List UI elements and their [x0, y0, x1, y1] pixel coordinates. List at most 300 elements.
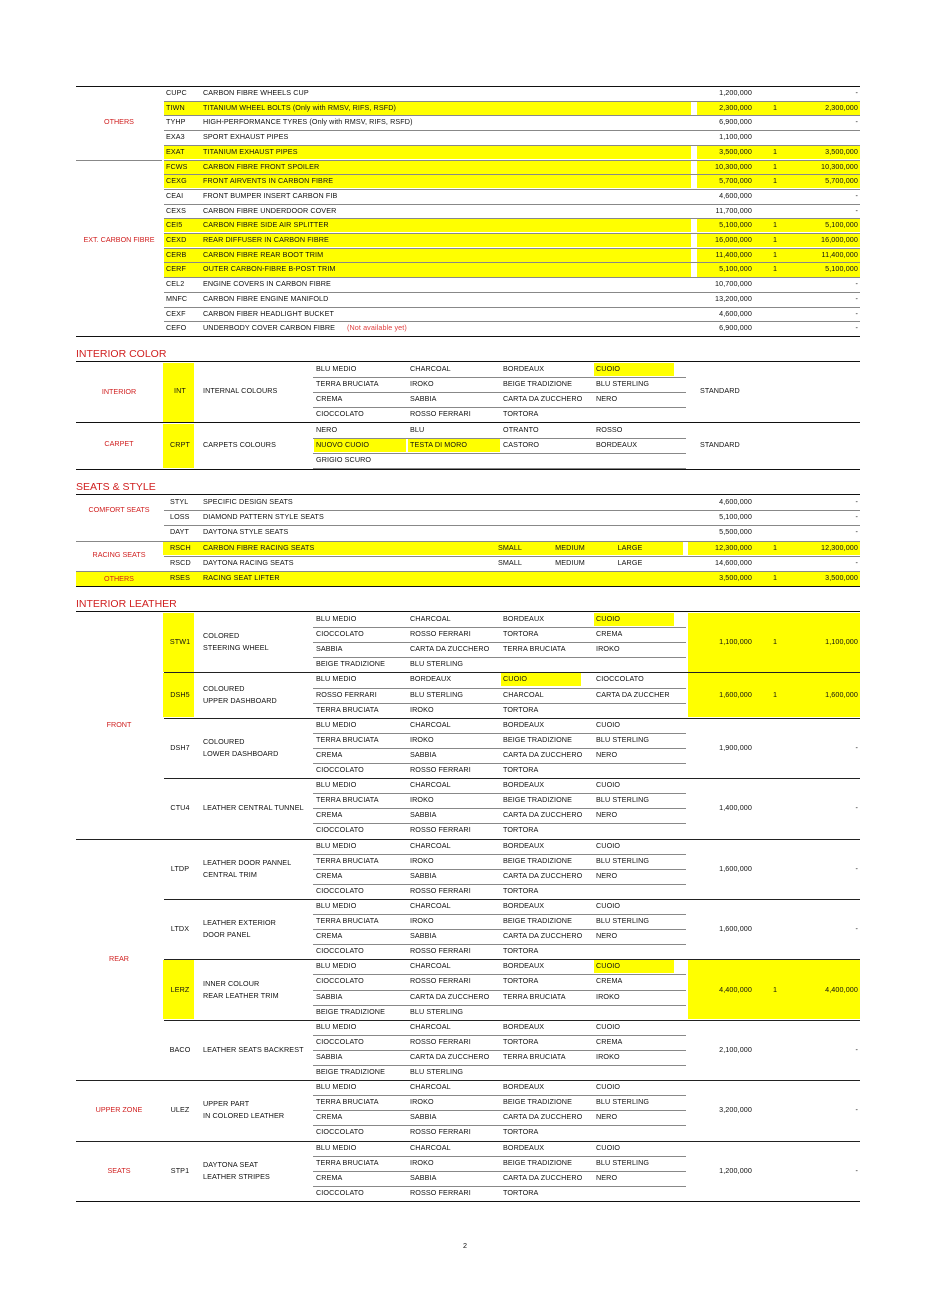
category-upper-zone: UPPER ZONE: [95, 1105, 143, 1115]
option-total: -: [855, 88, 858, 97]
option-price: 5,100,000: [719, 512, 752, 522]
color-option: TERRA BRUCIATA: [316, 1157, 379, 1167]
divider: [76, 469, 860, 470]
divider: [76, 361, 860, 362]
category-rear: REAR: [109, 954, 129, 964]
color-option: BLU MEDIO: [316, 364, 357, 373]
color-option: BEIGE TRADIZIONE: [503, 379, 572, 388]
color-option: OTRANTO: [503, 425, 539, 434]
seat-size: MEDIUM: [555, 557, 585, 567]
option-total: -: [855, 279, 858, 289]
option-description: LEATHER CENTRAL TUNNEL: [203, 803, 304, 813]
color-option: TORTORA: [503, 704, 539, 714]
option-total: -: [855, 527, 858, 537]
color-option: BLU MEDIO: [316, 674, 357, 684]
color-option: TERRA BRUCIATA: [316, 704, 379, 714]
color-option: IROKO: [596, 644, 620, 654]
option-qty: 1: [772, 573, 778, 582]
option-price: 1,600,000: [719, 690, 752, 700]
option-price: 3,500,000: [719, 146, 752, 156]
option-description-line2: UPPER DASHBOARD: [203, 696, 277, 706]
option-total: 1,600,000: [825, 690, 858, 700]
color-option: TERRA BRUCIATA: [503, 991, 566, 1001]
color-option: BLU STERLING: [410, 659, 464, 669]
option-total: -: [855, 497, 858, 506]
color-option: BLU MEDIO: [316, 719, 357, 729]
option-total: 1,100,000: [825, 637, 858, 647]
option-code: CUPC: [166, 88, 187, 97]
option-code: CEXS: [166, 205, 186, 215]
color-option: SABBIA: [316, 991, 343, 1001]
color-option: BORDEAUX: [503, 719, 545, 729]
color-option: CARTA DA ZUCCHERO: [503, 931, 583, 941]
color-option: GRIGIO SCURO: [316, 455, 372, 464]
color-option: BLU MEDIO: [316, 1021, 357, 1031]
option-total: 16,000,000: [821, 235, 858, 244]
color-option: BEIGE TRADIZIONE: [503, 855, 572, 865]
color-option: BEIGE TRADIZIONE: [503, 1097, 572, 1107]
option-code: FCWS: [166, 161, 188, 171]
color-option: IROKO: [410, 855, 434, 865]
option-total: 12,300,000: [821, 542, 858, 552]
option-code: DAYT: [170, 527, 190, 537]
color-option: TORTORA: [503, 885, 539, 895]
color-option: TORTORA: [503, 1036, 539, 1046]
color-option: CHARCOAL: [410, 961, 451, 971]
option-code: LERZ: [170, 984, 190, 994]
color-option: TORTORA: [503, 409, 539, 418]
color-option: BLU STERLING: [596, 795, 650, 805]
color-option: IROKO: [410, 1097, 434, 1107]
option-code: CEXD: [166, 235, 187, 244]
option-description-line2: STEERING WHEEL: [203, 643, 269, 653]
color-option: NERO: [596, 931, 618, 941]
option-description: CARBON FIBRE SIDE AIR SPLITTER: [203, 220, 329, 230]
option-code: ULEZ: [170, 1105, 190, 1115]
divider: [76, 839, 860, 840]
option-description: RACING SEAT LIFTER: [203, 573, 280, 582]
color-option: CIOCCOLATO: [316, 885, 364, 895]
color-option: CREMA: [316, 1112, 343, 1122]
color-option: SABBIA: [410, 931, 437, 941]
color-option: CHARCOAL: [410, 780, 451, 790]
color-option: IROKO: [410, 916, 434, 925]
color-option: IROKO: [596, 1051, 620, 1061]
color-option: CREMA: [596, 1036, 623, 1046]
option-price: 4,400,000: [719, 984, 752, 994]
color-option: NERO: [596, 394, 618, 403]
color-option: SABBIA: [410, 749, 437, 759]
option-description: DIAMOND PATTERN STYLE SEATS: [203, 512, 324, 522]
color-option: CREMA: [316, 931, 343, 941]
color-option: BEIGE TRADIZIONE: [503, 916, 572, 925]
color-option: CHARCOAL: [410, 840, 451, 850]
divider: [76, 422, 860, 423]
divider: [76, 571, 860, 572]
color-option: BEIGE TRADIZIONE: [503, 1157, 572, 1167]
color-option: CIOCCOLATO: [316, 1187, 364, 1197]
option-description: DAYTONA SEAT: [203, 1159, 259, 1169]
color-option: CHARCOAL: [410, 900, 451, 910]
category-racing-seats: RACING SEATS: [92, 549, 146, 559]
option-price: 1,600,000: [719, 863, 752, 873]
option-code: CEFO: [166, 323, 187, 333]
color-option: BEIGE TRADIZIONE: [316, 659, 385, 669]
color-option: SABBIA: [410, 870, 437, 880]
option-description: SPECIFIC DESIGN SEATS: [203, 497, 293, 506]
color-option: BORDEAUX: [503, 900, 545, 910]
option-price: 1,100,000: [719, 132, 752, 142]
color-option: CREMA: [316, 749, 343, 759]
option-code: STW1: [169, 637, 191, 647]
color-option: BLU STERLING: [410, 1067, 464, 1076]
option-qty: 1: [772, 146, 778, 156]
color-option: CARTA DA ZUCCHERO: [503, 870, 583, 880]
category-seats: SEATS: [107, 1165, 131, 1175]
color-option: CREMA: [316, 394, 343, 403]
color-option: CIOCCOLATO: [316, 1036, 364, 1046]
option-description: COLOURED: [203, 736, 245, 746]
option-qty: 1: [772, 690, 778, 700]
color-option: BORDEAUX: [503, 1142, 545, 1152]
option-price: 1,200,000: [719, 88, 752, 97]
color-option: CHARCOAL: [410, 719, 451, 729]
option-description: LEATHER EXTERIOR: [203, 918, 276, 928]
color-option: TORTORA: [503, 946, 539, 956]
option-description: FRONT AIRVENTS IN CARBON FIBRE: [203, 176, 334, 186]
color-option: CREMA: [316, 1172, 343, 1182]
option-code: LTDP: [170, 863, 190, 873]
option-total: 10,300,000: [821, 161, 858, 171]
color-option: BORDEAUX: [596, 440, 638, 449]
option-price: 4,600,000: [719, 190, 752, 200]
color-option: NERO: [596, 749, 618, 759]
option-price: 1,100,000: [719, 637, 752, 647]
option-description: INNER COLOUR: [203, 978, 260, 988]
option-code: CEI5: [166, 220, 183, 230]
option-qty: 1: [772, 220, 778, 230]
color-option: CHARCOAL: [503, 689, 544, 699]
color-option: CIOCCOLATO: [316, 825, 364, 835]
color-option: BLU: [410, 425, 425, 434]
color-option: NERO: [596, 810, 618, 820]
seat-size: MEDIUM: [555, 542, 585, 552]
color-option: TERRA BRUCIATA: [316, 734, 379, 744]
option-code: STP1: [170, 1165, 190, 1175]
color-option: CARTA DA ZUCCHERO: [410, 991, 490, 1001]
color-option: CARTA DA ZUCCHER: [596, 689, 670, 699]
option-description: UNDERBODY COVER CARBON FIBRE: [203, 323, 336, 333]
color-option: BORDEAUX: [503, 840, 545, 850]
color-option: BEIGE TRADIZIONE: [316, 1067, 385, 1076]
color-option: TERRA BRUCIATA: [503, 1051, 566, 1061]
option-code: CEAI: [166, 190, 184, 200]
option-total: 5,100,000: [825, 264, 858, 274]
option-total: -: [855, 924, 858, 934]
color-option: TERRA BRUCIATA: [316, 916, 379, 925]
option-price: 3,200,000: [719, 1105, 752, 1115]
color-option: CARTA DA ZUCCHERO: [410, 1051, 490, 1061]
color-option: SABBIA: [410, 810, 437, 820]
option-code: TYHP: [166, 117, 186, 127]
color-option: TERRA BRUCIATA: [316, 855, 379, 865]
color-option: CREMA: [596, 629, 623, 639]
option-price: 1,200,000: [719, 1165, 752, 1175]
option-code: BACO: [169, 1044, 191, 1054]
seat-size: LARGE: [617, 557, 643, 567]
color-option: CHARCOAL: [410, 1021, 451, 1031]
color-option: CREMA: [596, 976, 623, 986]
color-option: IROKO: [410, 734, 434, 744]
option-total: -: [855, 308, 858, 318]
color-option: ROSSO: [596, 425, 623, 434]
option-price: 5,700,000: [719, 176, 752, 186]
option-description: DAYTONA STYLE SEATS: [203, 527, 289, 537]
option-qty: 1: [772, 235, 778, 244]
color-option: TORTORA: [503, 825, 539, 835]
option-price: 2,100,000: [719, 1044, 752, 1054]
divider: [76, 541, 860, 542]
option-description: CARBON FIBRE WHEELS CUP: [203, 88, 309, 97]
option-description: TITANIUM WHEEL BOLTS (Only with RMSV, RIFS, RSFD): [203, 102, 396, 112]
option-description: LEATHER SEATS BACKREST: [203, 1044, 304, 1054]
option-qty: 1: [772, 176, 778, 186]
color-option: CARTA DA ZUCCHERO: [410, 644, 490, 654]
color-option: IROKO: [596, 991, 620, 1001]
option-code: CEXG: [166, 176, 187, 186]
option-price: 4,600,000: [719, 497, 752, 506]
color-option: BLU MEDIO: [316, 840, 357, 850]
option-price: 1,900,000: [719, 742, 752, 752]
option-total: -: [855, 190, 858, 200]
option-code: RSCH: [170, 542, 191, 552]
color-option: IROKO: [410, 1157, 434, 1167]
color-option: BLU MEDIO: [316, 961, 357, 971]
category-carpet: CARPET: [104, 439, 134, 448]
option-price: 10,700,000: [715, 279, 752, 289]
option-total: -: [855, 323, 858, 333]
page-number: 2: [462, 1241, 468, 1250]
option-description: FRONT BUMPER INSERT CARBON FIB: [203, 190, 338, 200]
color-option: NERO: [596, 870, 618, 880]
option-total: -: [855, 1165, 858, 1175]
option-description: CARBON FIBRE RACING SEATS: [203, 542, 315, 552]
option-qty: 1: [772, 249, 778, 259]
color-option: CUOIO: [596, 614, 621, 623]
color-option: CASTORO: [503, 440, 540, 449]
category-comfort-seats: COMFORT SEATS: [88, 505, 150, 514]
option-total: -: [855, 557, 858, 567]
color-option: BORDEAUX: [410, 674, 452, 684]
section-title-seats-style: SEATS & STYLE: [76, 481, 156, 493]
color-option: CUOIO: [596, 1021, 621, 1031]
color-option: TERRA BRUCIATA: [316, 379, 379, 388]
option-qty: 1: [772, 984, 778, 994]
color-option: CARTA DA ZUCCHERO: [503, 1172, 583, 1182]
option-total: -: [855, 803, 858, 813]
option-price: 13,200,000: [715, 293, 752, 303]
option-description: COLORED: [203, 631, 240, 641]
color-option: ROSSO FERRARI: [316, 689, 377, 699]
color-option: CHARCOAL: [410, 614, 451, 623]
color-option: ROSSO FERRARI: [410, 1036, 471, 1046]
color-option: ROSSO FERRARI: [410, 1187, 471, 1197]
color-option: NERO: [596, 1112, 618, 1122]
option-description: COLOURED: [203, 684, 245, 694]
option-description: ENGINE COVERS IN CARBON FIBRE: [203, 279, 331, 289]
option-price: 10,300,000: [715, 161, 752, 171]
color-option: IROKO: [410, 379, 434, 388]
color-option: BEIGE TRADIZIONE: [316, 1006, 385, 1016]
option-total: -: [855, 512, 858, 522]
option-total: -: [855, 205, 858, 215]
color-option: ROSSO FERRARI: [410, 976, 471, 986]
option-description: CARBON FIBRE FRONT SPOILER: [203, 161, 320, 171]
color-option: TESTA DI MORO: [410, 440, 468, 449]
option-total: -: [855, 293, 858, 303]
option-total: -: [855, 117, 858, 127]
option-total: 11,400,000: [821, 249, 858, 259]
option-description: LEATHER DOOR PANNEL: [203, 857, 292, 867]
color-option: BLU STERLING: [596, 916, 650, 925]
option-price: 5,100,000: [719, 264, 752, 274]
option-price: 14,600,000: [715, 557, 752, 567]
option-code: CERB: [166, 249, 187, 259]
option-description: REAR DIFFUSER IN CARBON FIBRE: [203, 235, 329, 244]
option-code: CTU4: [170, 803, 190, 813]
section-title-interior-leather: INTERIOR LEATHER: [76, 598, 177, 610]
color-option: TORTORA: [503, 629, 539, 639]
color-option: ROSSO FERRARI: [410, 629, 471, 639]
color-option: CARTA DA ZUCCHERO: [503, 810, 583, 820]
color-option: BORDEAUX: [503, 780, 545, 790]
option-total: 5,100,000: [825, 220, 858, 230]
option-code: LTDX: [170, 924, 190, 934]
option-total: -: [855, 863, 858, 873]
option-description: CARBON FIBER HEADLIGHT BUCKET: [203, 308, 334, 318]
color-option: CIOCCOLATO: [316, 946, 364, 956]
color-option: BLU STERLING: [410, 689, 464, 699]
color-option: BLU STERLING: [596, 855, 650, 865]
option-qty: 1: [772, 637, 778, 647]
category-others: OTHERS: [104, 117, 134, 126]
color-option: BLU STERLING: [596, 1157, 650, 1167]
standard-label: STANDARD: [700, 440, 740, 449]
category-interior: INTERIOR: [101, 387, 137, 396]
option-code: RSES: [170, 573, 190, 582]
color-option: BLU MEDIO: [316, 614, 357, 623]
option-total: -: [855, 1105, 858, 1115]
color-option: NUOVO CUOIO: [316, 440, 370, 449]
option-code: TIWN: [166, 102, 185, 112]
color-option: SABBIA: [410, 394, 437, 403]
option-price: 6,900,000: [719, 323, 752, 333]
option-total: -: [855, 1044, 858, 1054]
color-option: BLU MEDIO: [316, 900, 357, 910]
option-description: CARBON FIBRE REAR BOOT TRIM: [203, 249, 324, 259]
option-code: EXA3: [166, 132, 185, 142]
option-price: 16,000,000: [715, 235, 752, 244]
option-description: CARBON FIBRE ENGINE MANIFOLD: [203, 293, 329, 303]
color-option: TORTORA: [503, 765, 539, 774]
color-option: ROSSO FERRARI: [410, 946, 471, 956]
option-code: DSH5: [170, 690, 190, 700]
color-option: CHARCOAL: [410, 364, 451, 373]
color-option: CIOCCOLATO: [316, 409, 364, 418]
color-option: CUOIO: [596, 900, 621, 910]
color-option: BLU MEDIO: [316, 1142, 357, 1152]
seat-size: SMALL: [497, 557, 523, 567]
seat-size: SMALL: [497, 542, 523, 552]
color-option: ROSSO FERRARI: [410, 409, 471, 418]
color-option: NERO: [596, 1172, 618, 1182]
option-price: 6,900,000: [719, 117, 752, 127]
option-code: CEL2: [166, 279, 185, 289]
option-description-line2: IN COLORED LEATHER: [203, 1111, 285, 1121]
color-option: SABBIA: [410, 1172, 437, 1182]
divider: [76, 1201, 860, 1202]
option-description: INTERNAL COLOURS: [203, 386, 278, 395]
color-option: TERRA BRUCIATA: [316, 1097, 379, 1107]
color-option: BORDEAUX: [503, 364, 545, 373]
category-divider: [76, 160, 162, 161]
divider: [76, 611, 860, 612]
option-price: 11,700,000: [715, 205, 752, 215]
option-price: 5,500,000: [719, 527, 752, 537]
option-description: CARBON FIBRE UNDERDOOR COVER: [203, 205, 337, 215]
color-option: CUOIO: [503, 674, 528, 684]
option-price: 2,300,000: [719, 102, 752, 112]
option-total: 5,700,000: [825, 176, 858, 186]
color-option: ROSSO FERRARI: [410, 1127, 471, 1137]
seat-size: LARGE: [617, 542, 643, 552]
color-option: SABBIA: [410, 1112, 437, 1122]
option-total: 3,500,000: [825, 146, 858, 156]
option-code: MNFC: [166, 293, 188, 303]
option-description: SPORT EXHAUST PIPES: [203, 132, 289, 142]
option-description-line2: DOOR PANEL: [203, 930, 251, 940]
color-option: CIOCCOLATO: [316, 976, 364, 986]
color-option: CARTA DA ZUCCHERO: [503, 1112, 583, 1122]
color-option: NERO: [316, 425, 338, 434]
option-total: -: [855, 742, 858, 752]
color-option: CUOIO: [596, 1082, 621, 1092]
color-option: BLU STERLING: [596, 734, 650, 744]
option-price: 4,600,000: [719, 308, 752, 318]
option-description-line2: REAR LEATHER TRIM: [203, 990, 279, 1000]
color-option: IROKO: [410, 795, 434, 805]
color-option: CUOIO: [596, 961, 621, 971]
option-qty: 1: [772, 161, 778, 171]
color-option: CREMA: [316, 870, 343, 880]
color-option: BORDEAUX: [503, 1021, 545, 1031]
color-option: SABBIA: [316, 1051, 343, 1061]
option-price: 11,400,000: [715, 249, 752, 259]
option-description: UPPER PART: [203, 1099, 250, 1109]
option-total: 3,500,000: [825, 573, 858, 582]
color-option: BLU MEDIO: [316, 780, 357, 790]
standard-label: STANDARD: [700, 386, 740, 395]
color-option: CUOIO: [596, 1142, 621, 1152]
color-option: IROKO: [410, 704, 434, 714]
option-description: HIGH-PERFORMANCE TYRES (Only with RMSV, RIFS, RSFD): [203, 117, 413, 127]
color-option: CIOCCOLATO: [316, 765, 364, 774]
section-title-interior-color: INTERIOR COLOR: [76, 348, 167, 360]
color-option: TERRA BRUCIATA: [316, 795, 379, 805]
color-option: BLU STERLING: [410, 1006, 464, 1016]
color-option: CIOCCOLATO: [316, 629, 364, 639]
option-price: 5,100,000: [719, 220, 752, 230]
